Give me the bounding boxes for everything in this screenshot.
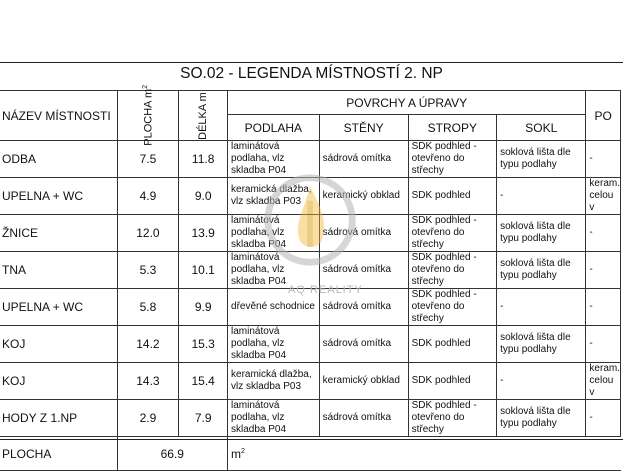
room-name: HODY Z 1.NP <box>0 400 117 437</box>
room-area: 5.8 <box>117 289 179 326</box>
room-name: UPELNA + WC <box>0 178 117 215</box>
room-walls: sádrová omítka <box>319 215 408 252</box>
room-ceiling: SDK podhled - otevřeno do střechy <box>408 289 496 326</box>
room-area: 12.0 <box>117 215 179 252</box>
room-name: KOJ <box>0 326 117 363</box>
header-ceilings: STROPY <box>408 115 496 141</box>
header-room-name: NÁZEV MÍSTNOSTI <box>0 91 117 141</box>
room-floor: laminátová podlaha, vlz skladba P04 <box>228 141 320 178</box>
total-area: 66.9 <box>117 437 227 471</box>
room-skirting: - <box>497 178 586 215</box>
room-ceiling: SDK podhled <box>408 178 496 215</box>
room-skirting: soklová lišta dle typu podlahy <box>497 141 586 178</box>
room-floor: keramická dlažba, vlz skladba P03 <box>228 178 320 215</box>
room-walls: sádrová omítka <box>319 252 408 289</box>
room-area: 2.9 <box>117 400 179 437</box>
room-ceiling: SDK podhled - otevřeno do střechy <box>408 141 496 178</box>
room-walls: sádrová omítka <box>319 141 408 178</box>
room-skirting: soklová lišta dle typu podlahy <box>497 400 586 437</box>
room-floor: laminátová podlaha, vlz skladba P04 <box>228 400 320 437</box>
room-floor: dřevěné schodnice <box>228 289 320 326</box>
room-extra: - <box>586 400 621 437</box>
room-name: UPELNA + WC <box>0 289 117 326</box>
room-row <box>0 215 621 252</box>
room-extra: - <box>586 141 621 178</box>
total-unit: $m^2$ <box>228 437 621 471</box>
room-ceiling: SDK podhled - otevřeno do střechy <box>408 215 496 252</box>
room-area: 7.5 <box>117 141 179 178</box>
room-length: 9.0 <box>179 178 228 215</box>
room-length: 13.9 <box>179 215 228 252</box>
room-row <box>0 326 621 363</box>
room-ceiling: SDK podhled <box>408 363 496 400</box>
room-area: 14.3 <box>117 363 179 400</box>
room-row <box>0 363 621 400</box>
room-skirting: - <box>497 289 586 326</box>
header-area: PLOCHA $m^2$ <box>117 91 179 141</box>
room-floor: laminátová podlaha, vlz skladba P04 <box>228 215 320 252</box>
room-extra: keram. celou v <box>586 363 621 400</box>
room-length: 7.9 <box>179 400 228 437</box>
room-walls: keramický obklad <box>319 363 408 400</box>
room-walls: sádrová omítka <box>319 289 408 326</box>
header-walls: STĚNY <box>319 115 408 141</box>
room-ceiling: SDK podhled - otevřeno do střechy <box>408 252 496 289</box>
room-legend-table <box>0 85 621 471</box>
room-area: 4.9 <box>117 178 179 215</box>
room-row <box>0 252 621 289</box>
room-floor: laminátová podlaha, vlz skladba P04 <box>228 252 320 289</box>
room-name: TNA <box>0 252 117 289</box>
room-row <box>0 400 621 437</box>
room-row <box>0 178 621 215</box>
watermark-text: AQ REALITY <box>288 284 363 296</box>
room-length: 9.9 <box>179 289 228 326</box>
room-name: ODBA <box>0 141 117 178</box>
room-name: ŽNICE <box>0 215 117 252</box>
room-extra: keram. celou v <box>586 178 621 215</box>
room-length: 10.1 <box>179 252 228 289</box>
room-floor: laminátová podlaha, vlz skladba P04 <box>228 326 320 363</box>
room-length: 15.3 <box>179 326 228 363</box>
room-walls: sádrová omítka <box>319 326 408 363</box>
room-extra: - <box>586 252 621 289</box>
legend-title: SO.02 - LEGENDA MÍSTNOSTÍ 2. NP <box>180 65 443 82</box>
room-skirting: soklová lišta dle typu podlahy <box>497 252 586 289</box>
room-length: 15.4 <box>179 363 228 400</box>
room-name: KOJ <box>0 363 117 400</box>
header-extra: PO <box>586 91 621 141</box>
room-walls: keramický obklad <box>319 178 408 215</box>
room-area: 14.2 <box>117 326 179 363</box>
room-extra: - <box>586 215 621 252</box>
room-skirting: soklová lišta dle typu podlahy <box>497 215 586 252</box>
header-floor: PODLAHA <box>228 115 320 141</box>
room-skirting: soklová lišta dle typu podlahy <box>497 326 586 363</box>
room-row <box>0 141 621 178</box>
total-row <box>0 437 621 471</box>
room-ceiling: SDK podhled - otevřeno do střechy <box>408 400 496 437</box>
room-area: 5.3 <box>117 252 179 289</box>
total-label: PLOCHA <box>0 437 117 471</box>
header-length: DÉLKA m <box>179 91 228 141</box>
header-surfaces: POVRCHY A ÚPRAVY <box>228 91 586 115</box>
room-floor: keramická dlažba, vlz skladba P03 <box>228 363 320 400</box>
room-walls: sádrová omítka <box>319 400 408 437</box>
room-skirting: - <box>497 363 586 400</box>
room-extra: - <box>586 326 621 363</box>
room-length: 11.8 <box>179 141 228 178</box>
room-extra: - <box>586 289 621 326</box>
header-skirting: SOKL <box>497 115 586 141</box>
room-ceiling: SDK podhled <box>408 326 496 363</box>
